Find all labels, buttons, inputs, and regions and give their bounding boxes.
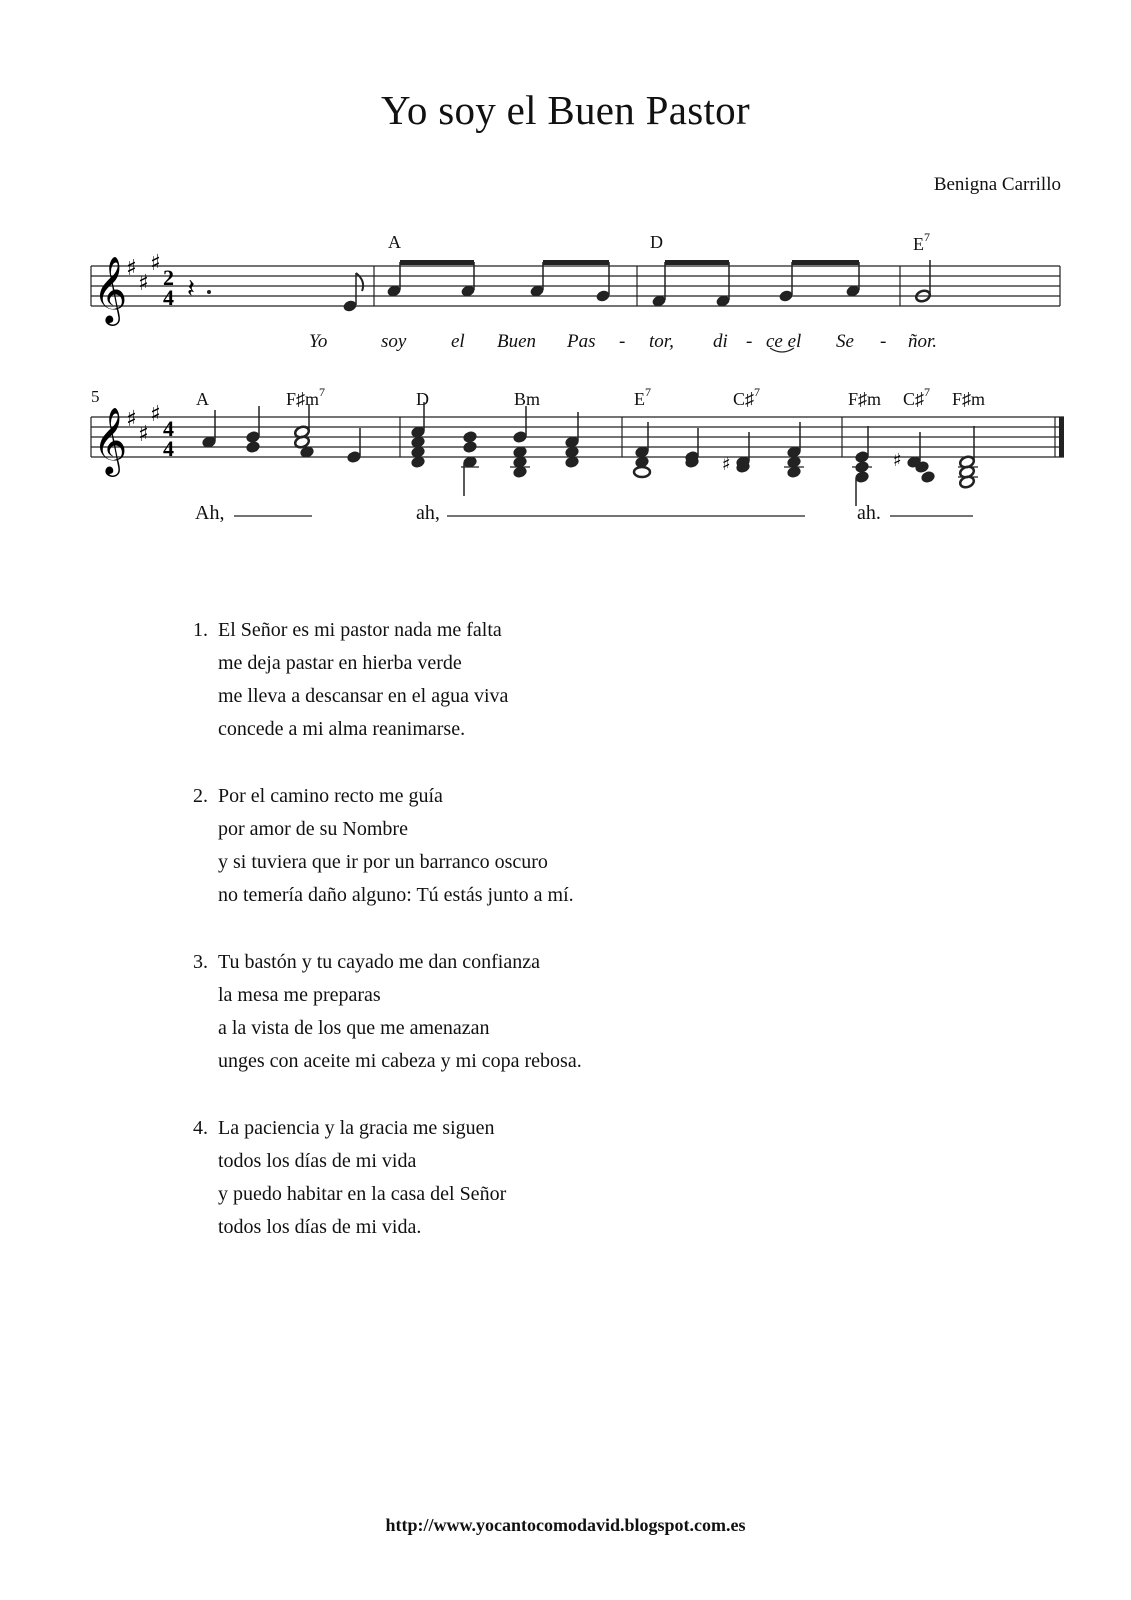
chord-symbol: $E^7$ xyxy=(913,230,930,254)
chord-symbol: C♯$^7$ xyxy=(733,385,761,409)
svg-text:4: 4 xyxy=(163,416,174,441)
staff-system-2 xyxy=(0,396,1131,526)
song-title: Yo soy el Buen Pastor xyxy=(381,87,750,133)
chord-symbol: A xyxy=(196,389,209,409)
svg-text:♯: ♯ xyxy=(138,271,149,296)
svg-text:♯: ♯ xyxy=(893,450,902,471)
svg-text:♯: ♯ xyxy=(150,402,161,427)
lyric-syllable: ñor. xyxy=(908,331,938,352)
chord-symbol: F♯m xyxy=(848,389,882,409)
svg-text:♯: ♯ xyxy=(126,407,137,432)
staff-system-1 xyxy=(0,245,1131,355)
time-signature xyxy=(163,416,174,461)
lyric-syllable: Yo xyxy=(309,331,328,352)
verse-line: todos los días de mi vida xyxy=(218,1150,417,1172)
lyric-hyphen: - xyxy=(880,331,887,352)
chord-symbol: F♯m xyxy=(952,389,986,409)
verse-line: concede a mi alma reanimarse. xyxy=(218,718,466,740)
verse-line: La paciencia y la gracia me siguen xyxy=(218,1117,495,1139)
lyric-hyphen: - xyxy=(746,331,753,352)
verse-line: todos los días de mi vida. xyxy=(218,1216,422,1238)
treble-clef-icon: 𝄞 xyxy=(93,255,128,323)
verse-number: 2. xyxy=(193,785,208,807)
chord-symbol: $E^7$ xyxy=(634,385,651,409)
verse-3 xyxy=(193,946,582,1078)
lyric-syllable: ah, xyxy=(416,502,440,524)
verse-line: Tu bastón y tu cayado me dan confianza xyxy=(218,951,540,973)
quarter-rest-icon: 𝄽 xyxy=(187,274,195,304)
lyric-hyphen: - xyxy=(619,331,626,352)
svg-text:2: 2 xyxy=(163,265,174,290)
verse-line: me lleva a descansar en el agua viva xyxy=(218,685,509,707)
svg-text:♯: ♯ xyxy=(126,256,137,281)
chord-symbol: D xyxy=(650,232,663,252)
verse-line: me deja pastar en hierba verde xyxy=(218,652,462,674)
treble-clef-icon: 𝄞 xyxy=(93,406,128,474)
verse-line: a la vista de los que me amenazan xyxy=(218,1017,490,1039)
verse-line: la mesa me preparas xyxy=(218,984,381,1006)
lyric-syllable: ce el xyxy=(766,331,802,352)
chord-symbol: Bm xyxy=(514,389,541,409)
lyric-syllable: soy xyxy=(381,331,407,352)
verse-line: no temería daño alguno: Tú estás junto a mí. xyxy=(218,884,574,906)
verse-line: unges con aceite mi cabeza y mi copa rebosa. xyxy=(218,1050,582,1072)
verse-1 xyxy=(193,614,508,746)
svg-text:4: 4 xyxy=(163,436,174,461)
lyric-syllable: Se xyxy=(836,331,854,352)
chord-symbol: C♯$^7$ xyxy=(903,385,931,409)
chord-symbol: D xyxy=(416,389,429,409)
chord-symbol: A xyxy=(388,232,401,252)
composer: Benigna Carrillo xyxy=(933,174,1061,195)
verse-2 xyxy=(193,780,574,912)
verse-number: 4. xyxy=(193,1117,208,1139)
lyric-syllable: Ah, xyxy=(195,502,225,524)
lyric-syllable: di xyxy=(713,331,728,352)
chord-symbol: $F♯m^7$ xyxy=(286,385,326,409)
lyric-syllable: Buen xyxy=(497,331,537,352)
verse-line: y puedo habitar en la casa del Señor xyxy=(218,1183,507,1205)
verse-number: 1. xyxy=(193,619,208,641)
time-signature xyxy=(163,265,174,310)
verse-line: El Señor es mi pastor nada me falta xyxy=(218,619,502,641)
verse-number: 3. xyxy=(193,951,208,973)
svg-text:♯: ♯ xyxy=(722,454,731,475)
lyric-syllable: ah. xyxy=(857,502,881,524)
lyric-syllable: el xyxy=(451,331,465,352)
lyric-syllable: Pas xyxy=(567,331,596,352)
verse-line: por amor de su Nombre xyxy=(218,818,408,840)
svg-text:4: 4 xyxy=(163,285,174,310)
key-signature-icon xyxy=(126,402,161,447)
svg-text:♯: ♯ xyxy=(138,422,149,447)
svg-text:♯: ♯ xyxy=(150,251,161,276)
measure-number: 5 xyxy=(91,387,100,406)
footer-url[interactable]: http://www.yocantocomodavid.blogspot.com.es xyxy=(385,1515,746,1535)
verse-line: y si tuviera que ir por un barranco oscuro xyxy=(218,851,548,873)
lyric-syllable: tor, xyxy=(649,331,674,352)
key-signature-icon xyxy=(126,251,161,296)
verse-line: Por el camino recto me guía xyxy=(218,785,443,807)
verse-4 xyxy=(193,1112,506,1244)
